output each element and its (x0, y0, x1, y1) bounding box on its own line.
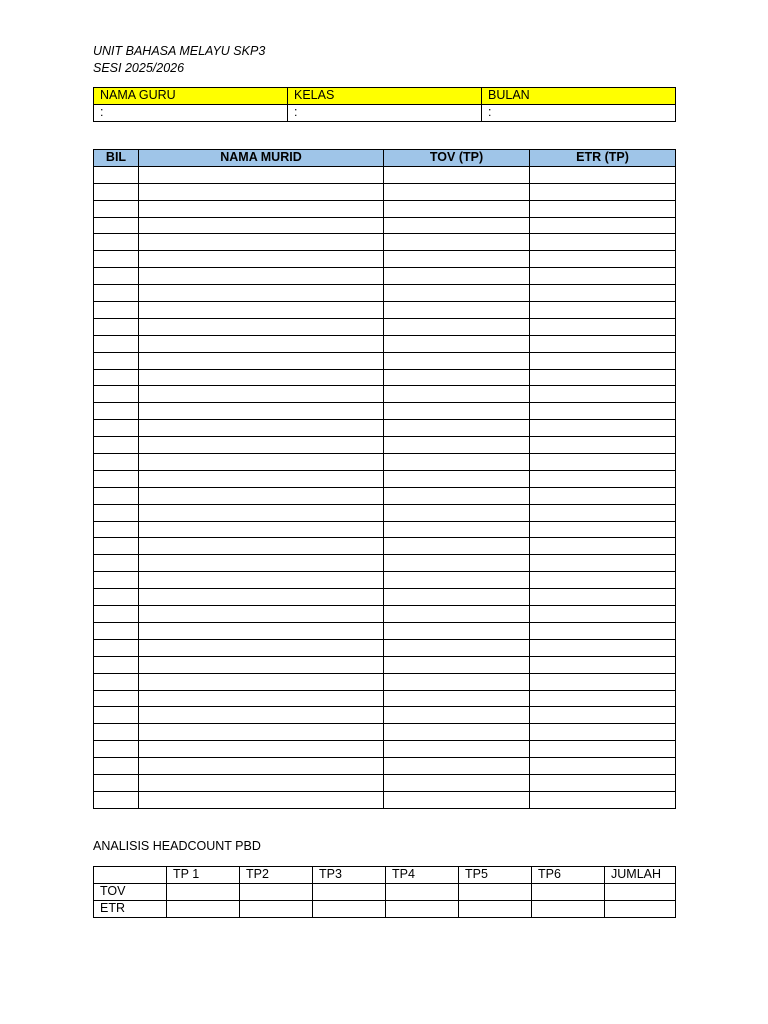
cell-bil[interactable] (94, 690, 139, 707)
cell-nama-murid[interactable] (139, 335, 384, 352)
table-row (94, 589, 676, 606)
cell-nama-murid[interactable] (139, 302, 384, 319)
table-row (94, 420, 676, 437)
cell-tov[interactable] (384, 673, 530, 690)
cell-bil[interactable] (94, 369, 139, 386)
headcount-cell[interactable] (605, 900, 676, 917)
cell-tov[interactable] (384, 622, 530, 639)
cell-tov[interactable] (384, 555, 530, 572)
cell-etr[interactable] (530, 386, 676, 403)
cell-tov[interactable] (384, 200, 530, 217)
cell-nama-murid[interactable] (139, 386, 384, 403)
cell-bil[interactable] (94, 234, 139, 251)
table-row (94, 656, 676, 673)
headcount-header-jumlah: JUMLAH (605, 867, 676, 884)
cell-bil[interactable] (94, 572, 139, 589)
cell-bil[interactable] (94, 454, 139, 471)
cell-tov[interactable] (384, 656, 530, 673)
cell-etr[interactable] (530, 690, 676, 707)
cell-etr[interactable] (530, 183, 676, 200)
headcount-row-label: ETR (94, 900, 167, 917)
cell-etr[interactable] (530, 285, 676, 302)
table-row (94, 639, 676, 656)
cell-etr[interactable] (530, 217, 676, 234)
cell-etr[interactable] (530, 656, 676, 673)
cell-nama-murid[interactable] (139, 352, 384, 369)
cell-etr[interactable] (530, 673, 676, 690)
cell-etr[interactable] (530, 555, 676, 572)
table-row (94, 791, 676, 808)
cell-tov[interactable] (384, 217, 530, 234)
table-row (94, 741, 676, 758)
cell-bil[interactable] (94, 504, 139, 521)
cell-nama-murid[interactable] (139, 166, 384, 183)
cell-etr[interactable] (530, 335, 676, 352)
cell-etr[interactable] (530, 538, 676, 555)
cell-bil[interactable] (94, 166, 139, 183)
headcount-cell[interactable] (167, 883, 240, 900)
table-row (94, 707, 676, 724)
cell-bil[interactable] (94, 302, 139, 319)
cell-tov[interactable] (384, 454, 530, 471)
table-row (94, 521, 676, 538)
headcount-table (93, 866, 676, 918)
student-table-header (94, 150, 676, 167)
cell-nama-murid[interactable] (139, 504, 384, 521)
cell-tov[interactable] (384, 741, 530, 758)
cell-bil[interactable] (94, 538, 139, 555)
cell-etr[interactable] (530, 758, 676, 775)
cell-etr[interactable] (530, 589, 676, 606)
cell-tov[interactable] (384, 774, 530, 791)
cell-etr[interactable] (530, 622, 676, 639)
cell-etr[interactable] (530, 369, 676, 386)
cell-nama-murid[interactable] (139, 724, 384, 741)
cell-tov[interactable] (384, 724, 530, 741)
cell-nama-murid[interactable] (139, 200, 384, 217)
table-row (94, 268, 676, 285)
headcount-header-tp2: TP2 (240, 867, 313, 884)
teacher-info-table (93, 87, 676, 122)
headcount-row-label: TOV (94, 883, 167, 900)
table-row (94, 369, 676, 386)
unit-title: UNIT BAHASA MELAYU SKP3 (93, 44, 266, 58)
table-row (94, 538, 676, 555)
cell-tov[interactable] (384, 589, 530, 606)
headcount-row-etr (94, 900, 676, 917)
cell-tov[interactable] (384, 758, 530, 775)
cell-tov[interactable] (384, 403, 530, 420)
cell-nama-murid[interactable] (139, 589, 384, 606)
table-row (94, 318, 676, 335)
table-row (94, 200, 676, 217)
header-bil: BIL (94, 150, 139, 167)
cell-nama-murid[interactable] (139, 741, 384, 758)
cell-etr[interactable] (530, 454, 676, 471)
cell-etr[interactable] (530, 234, 676, 251)
info-header-row (94, 88, 676, 105)
table-row (94, 166, 676, 183)
cell-nama-murid[interactable] (139, 673, 384, 690)
headcount-cell[interactable] (532, 883, 605, 900)
table-row (94, 183, 676, 200)
cell-etr[interactable] (530, 166, 676, 183)
table-row (94, 504, 676, 521)
cell-nama-murid[interactable] (139, 437, 384, 454)
table-row (94, 555, 676, 572)
cell-tov[interactable] (384, 285, 530, 302)
headcount-header-tp1: TP 1 (167, 867, 240, 884)
cell-nama-murid[interactable] (139, 369, 384, 386)
cell-tov[interactable] (384, 420, 530, 437)
cell-nama-murid[interactable] (139, 521, 384, 538)
cell-bil[interactable] (94, 251, 139, 268)
cell-bil[interactable] (94, 470, 139, 487)
table-row (94, 285, 676, 302)
cell-tov[interactable] (384, 606, 530, 623)
cell-bil[interactable] (94, 741, 139, 758)
cell-nama-murid[interactable] (139, 420, 384, 437)
cell-bil[interactable] (94, 318, 139, 335)
cell-nama-murid[interactable] (139, 707, 384, 724)
cell-nama-murid[interactable] (139, 622, 384, 639)
table-row (94, 403, 676, 420)
headcount-header-tp5: TP5 (459, 867, 532, 884)
cell-nama-murid[interactable] (139, 538, 384, 555)
cell-nama-murid[interactable] (139, 268, 384, 285)
table-row (94, 454, 676, 471)
cell-etr[interactable] (530, 420, 676, 437)
headcount-header-tp4: TP4 (386, 867, 459, 884)
session-title: SESI 2025/2026 (93, 61, 185, 75)
header-nama-murid: NAMA MURID (139, 150, 384, 167)
student-table-body (94, 166, 676, 808)
cell-tov[interactable] (384, 335, 530, 352)
cell-nama-murid[interactable] (139, 690, 384, 707)
table-row (94, 302, 676, 319)
cell-bil[interactable] (94, 437, 139, 454)
table-row (94, 234, 676, 251)
headcount-cell[interactable] (459, 883, 532, 900)
headcount-cell[interactable] (386, 900, 459, 917)
headcount-header-row (94, 867, 676, 884)
cell-nama-murid[interactable] (139, 758, 384, 775)
cell-tov[interactable] (384, 572, 530, 589)
cell-tov[interactable] (384, 352, 530, 369)
cell-bil[interactable] (94, 673, 139, 690)
table-row (94, 251, 676, 268)
cell-bil[interactable] (94, 285, 139, 302)
table-row (94, 724, 676, 741)
cell-etr[interactable] (530, 302, 676, 319)
cell-tov[interactable] (384, 504, 530, 521)
cell-tov[interactable] (384, 521, 530, 538)
cell-bil[interactable] (94, 521, 139, 538)
header-tov: TOV (TP) (384, 150, 530, 167)
cell-etr[interactable] (530, 200, 676, 217)
headcount-header-blank (94, 867, 167, 884)
cell-etr[interactable] (530, 741, 676, 758)
cell-tov[interactable] (384, 470, 530, 487)
table-row (94, 217, 676, 234)
cell-etr[interactable] (530, 318, 676, 335)
cell-tov[interactable] (384, 268, 530, 285)
cell-etr[interactable] (530, 403, 676, 420)
cell-nama-murid[interactable] (139, 285, 384, 302)
table-row (94, 758, 676, 775)
cell-etr[interactable] (530, 437, 676, 454)
cell-bil[interactable] (94, 639, 139, 656)
cell-bil[interactable] (94, 774, 139, 791)
headcount-cell[interactable] (459, 900, 532, 917)
cell-etr[interactable] (530, 352, 676, 369)
cell-tov[interactable] (384, 487, 530, 504)
cell-bil[interactable] (94, 403, 139, 420)
cell-nama-murid[interactable] (139, 639, 384, 656)
label-bulan: BULAN (482, 88, 676, 105)
table-row (94, 673, 676, 690)
cell-bil[interactable] (94, 386, 139, 403)
cell-bil[interactable] (94, 758, 139, 775)
table-row (94, 352, 676, 369)
cell-etr[interactable] (530, 521, 676, 538)
cell-etr[interactable] (530, 572, 676, 589)
cell-nama-murid[interactable] (139, 454, 384, 471)
cell-etr[interactable] (530, 470, 676, 487)
cell-tov[interactable] (384, 369, 530, 386)
cell-etr[interactable] (530, 639, 676, 656)
cell-etr[interactable] (530, 774, 676, 791)
label-kelas: KELAS (288, 88, 482, 105)
cell-bil[interactable] (94, 183, 139, 200)
value-kelas[interactable]: : (288, 104, 482, 121)
headcount-cell[interactable] (313, 900, 386, 917)
cell-tov[interactable] (384, 234, 530, 251)
cell-etr[interactable] (530, 606, 676, 623)
headcount-header-tp6: TP6 (532, 867, 605, 884)
cell-bil[interactable] (94, 420, 139, 437)
value-bulan[interactable]: : (482, 104, 676, 121)
table-row (94, 335, 676, 352)
cell-etr[interactable] (530, 504, 676, 521)
headcount-header-tp3: TP3 (313, 867, 386, 884)
headcount-title: ANALISIS HEADCOUNT PBD (93, 839, 261, 853)
info-value-row (94, 104, 676, 121)
table-row (94, 487, 676, 504)
cell-nama-murid[interactable] (139, 403, 384, 420)
cell-tov[interactable] (384, 183, 530, 200)
cell-tov[interactable] (384, 318, 530, 335)
cell-tov[interactable] (384, 166, 530, 183)
cell-bil[interactable] (94, 707, 139, 724)
cell-tov[interactable] (384, 538, 530, 555)
cell-nama-murid[interactable] (139, 251, 384, 268)
cell-nama-murid[interactable] (139, 217, 384, 234)
cell-nama-murid[interactable] (139, 183, 384, 200)
student-table (93, 149, 676, 809)
cell-tov[interactable] (384, 690, 530, 707)
cell-bil[interactable] (94, 589, 139, 606)
table-row (94, 606, 676, 623)
cell-nama-murid[interactable] (139, 318, 384, 335)
cell-tov[interactable] (384, 707, 530, 724)
headcount-cell[interactable] (167, 900, 240, 917)
table-row (94, 690, 676, 707)
cell-bil[interactable] (94, 487, 139, 504)
cell-bil[interactable] (94, 656, 139, 673)
cell-bil[interactable] (94, 335, 139, 352)
cell-tov[interactable] (384, 791, 530, 808)
cell-bil[interactable] (94, 217, 139, 234)
headcount-cell[interactable] (240, 883, 313, 900)
headcount-cell[interactable] (240, 900, 313, 917)
cell-etr[interactable] (530, 791, 676, 808)
cell-bil[interactable] (94, 724, 139, 741)
cell-bil[interactable] (94, 268, 139, 285)
cell-bil[interactable] (94, 352, 139, 369)
cell-nama-murid[interactable] (139, 487, 384, 504)
cell-tov[interactable] (384, 386, 530, 403)
cell-tov[interactable] (384, 251, 530, 268)
headcount-row-tov (94, 883, 676, 900)
cell-nama-murid[interactable] (139, 656, 384, 673)
table-row (94, 774, 676, 791)
cell-etr[interactable] (530, 487, 676, 504)
value-nama-guru[interactable]: : (94, 104, 288, 121)
table-row (94, 572, 676, 589)
cell-bil[interactable] (94, 606, 139, 623)
cell-nama-murid[interactable] (139, 774, 384, 791)
headcount-cell[interactable] (386, 883, 459, 900)
headcount-cell[interactable] (313, 883, 386, 900)
cell-nama-murid[interactable] (139, 572, 384, 589)
cell-nama-murid[interactable] (139, 234, 384, 251)
cell-nama-murid[interactable] (139, 606, 384, 623)
cell-etr[interactable] (530, 251, 676, 268)
table-row (94, 622, 676, 639)
label-nama-guru: NAMA GURU (94, 88, 288, 105)
cell-nama-murid[interactable] (139, 555, 384, 572)
header-etr: ETR (TP) (530, 150, 676, 167)
table-row (94, 386, 676, 403)
cell-etr[interactable] (530, 724, 676, 741)
cell-tov[interactable] (384, 639, 530, 656)
cell-bil[interactable] (94, 622, 139, 639)
cell-tov[interactable] (384, 437, 530, 454)
headcount-cell[interactable] (532, 900, 605, 917)
cell-etr[interactable] (530, 268, 676, 285)
document-header (93, 43, 265, 77)
cell-nama-murid[interactable] (139, 791, 384, 808)
cell-bil[interactable] (94, 200, 139, 217)
cell-bil[interactable] (94, 555, 139, 572)
cell-nama-murid[interactable] (139, 470, 384, 487)
headcount-cell[interactable] (605, 883, 676, 900)
table-row (94, 437, 676, 454)
cell-bil[interactable] (94, 791, 139, 808)
cell-tov[interactable] (384, 302, 530, 319)
table-row (94, 470, 676, 487)
cell-etr[interactable] (530, 707, 676, 724)
